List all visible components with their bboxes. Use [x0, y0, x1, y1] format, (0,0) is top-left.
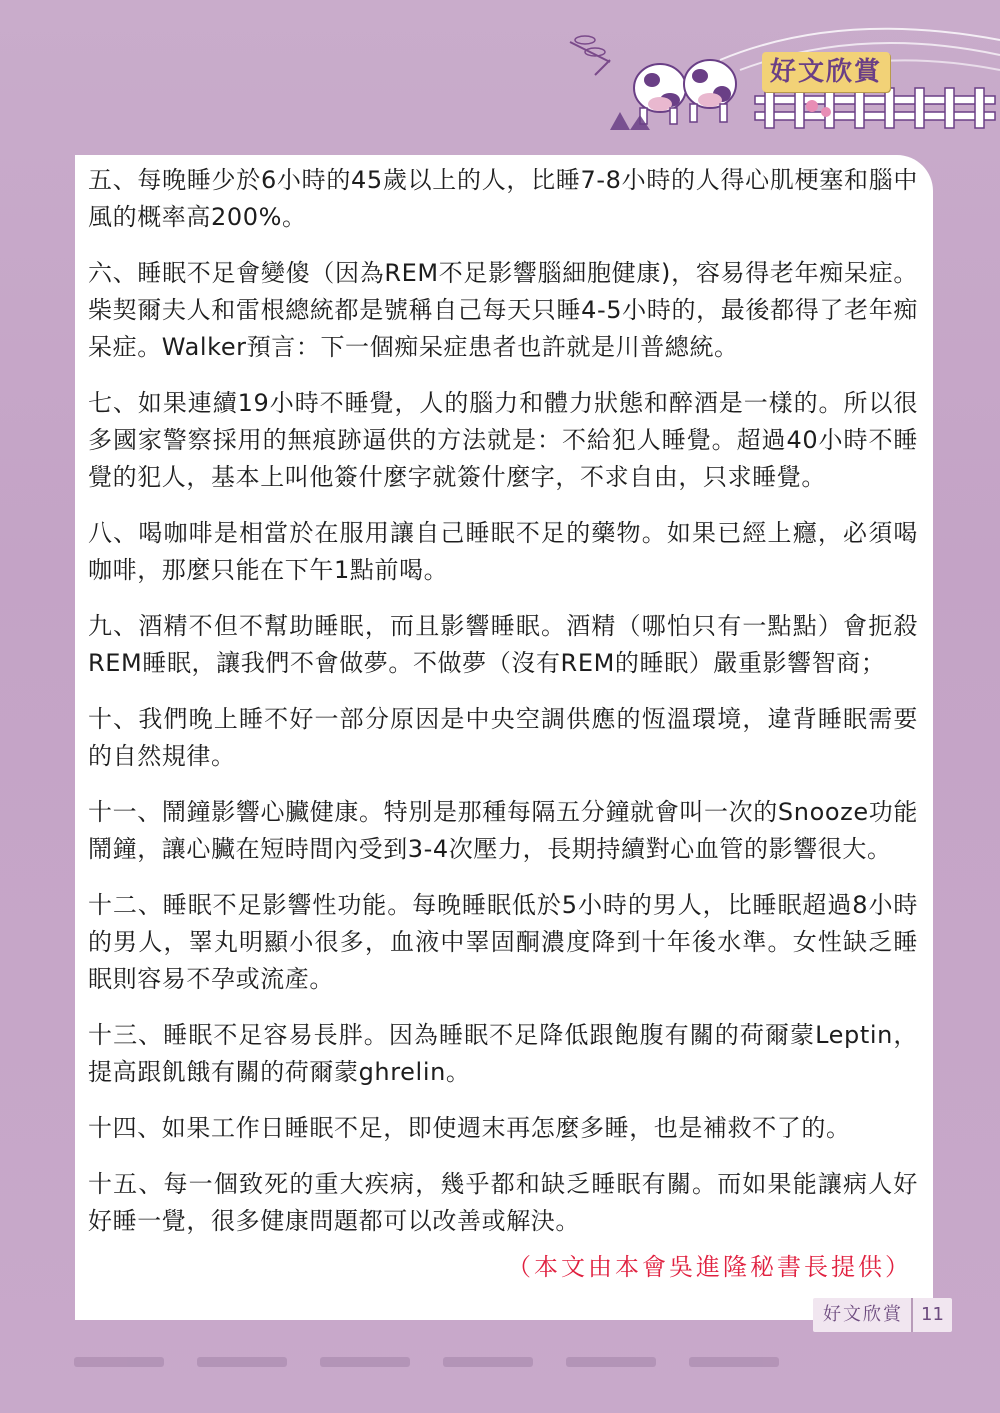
paragraph-14: 十四、如果工作日睡眠不足，即使週末再怎麼多睡，也是補救不了的。 [88, 1114, 851, 1142]
faded-bottom-strip [60, 1350, 950, 1374]
faded-strip-segment [320, 1357, 410, 1367]
faded-strip-segment [197, 1357, 287, 1367]
cow-icon [634, 64, 686, 124]
faded-strip-segment [689, 1357, 779, 1367]
page-footer [813, 1298, 952, 1332]
paragraph-5: 五、每晚睡少於6小時的45歲以上的人，比睡7-8小時的人得心肌梗塞和腦中風的概率高200%。 [88, 166, 918, 231]
paragraph-12: 十二、睡眠不足影響性功能。每晚睡眠低於5小時的男人，比睡眠超過8小時的男人，睪丸明顯小很多，血液中睪固酮濃度降到十年後水準。女性缺乏睡眠則容易不孕或流產。 [88, 891, 918, 993]
paragraph-13: 十三、睡眠不足容易長胖。因為睡眠不足降低跟飽腹有關的荷爾蒙Leptin，提高跟飢餓有關的荷爾蒙ghrelin。 [88, 1021, 918, 1086]
fence-icon [755, 88, 995, 128]
footer-section-label: 好文欣賞 [813, 1298, 913, 1332]
faded-strip-segment [443, 1357, 533, 1367]
paragraph-7: 七、如果連續19小時不睡覺，人的腦力和體力狀態和醉酒是一樣的。所以很多國家警察採用的無痕跡逼供的方法就是：不給犯人睡覺。超過40小時不睡覺的犯人，基本上叫他簽什麼字就簽什麼字，不求自由，只求睡覺。 [88, 389, 918, 491]
paragraph-9: 九、酒精不但不幫助睡眠，而且影響睡眠。酒精（哪怕只有一點點）會扼殺REM睡眠，讓我們不會做夢。不做夢（沒有REM的睡眠）嚴重影響智商； [88, 612, 918, 677]
faded-strip-segment [74, 1357, 164, 1367]
paragraph-6: 六、睡眠不足會變傻（因為REM不足影響腦細胞健康)，容易得老年痴呆症。柴契爾夫人和雷根總統都是號稱自己每天只睡4-5小時的，最後都得了老年痴呆症。Walker預言：下一個痴呆症患者也許就是川普總統。 [88, 259, 918, 361]
paragraph-8: 八、喝咖啡是相當於在服用讓自己睡眠不足的藥物。如果已經上癮，必須喝咖啡，那麼只能在下午1點前喝。 [88, 519, 918, 584]
paragraph-10: 十、我們晚上睡不好一部分原因是中央空調供應的恆溫環境，違背睡眠需要的自然規律。 [88, 705, 918, 770]
dragonfly-icon [570, 36, 610, 62]
paragraph-15: 十五、每一個致死的重大疾病，幾乎都和缺乏睡眠有關。而如果能讓病人好好睡一覺，很多健康問題都可以改善或解決。 [88, 1170, 918, 1235]
article-credit: （本文由本會吳進隆秘書長提供） [507, 1253, 912, 1281]
faded-strip-segment [566, 1357, 656, 1367]
cow-icon [684, 60, 736, 122]
article-body [88, 162, 918, 1259]
paragraph-11: 十一、鬧鐘影響心臟健康。特別是那種每隔五分鐘就會叫一次的Snooze功能鬧鐘，讓心臟在短時間內受到3-4次壓力，長期持續對心血管的影響很大。 [88, 798, 918, 863]
section-tag: 好文欣賞 [762, 52, 890, 92]
dragonfly-icon [595, 60, 610, 75]
page-number: 11 [921, 1304, 944, 1325]
